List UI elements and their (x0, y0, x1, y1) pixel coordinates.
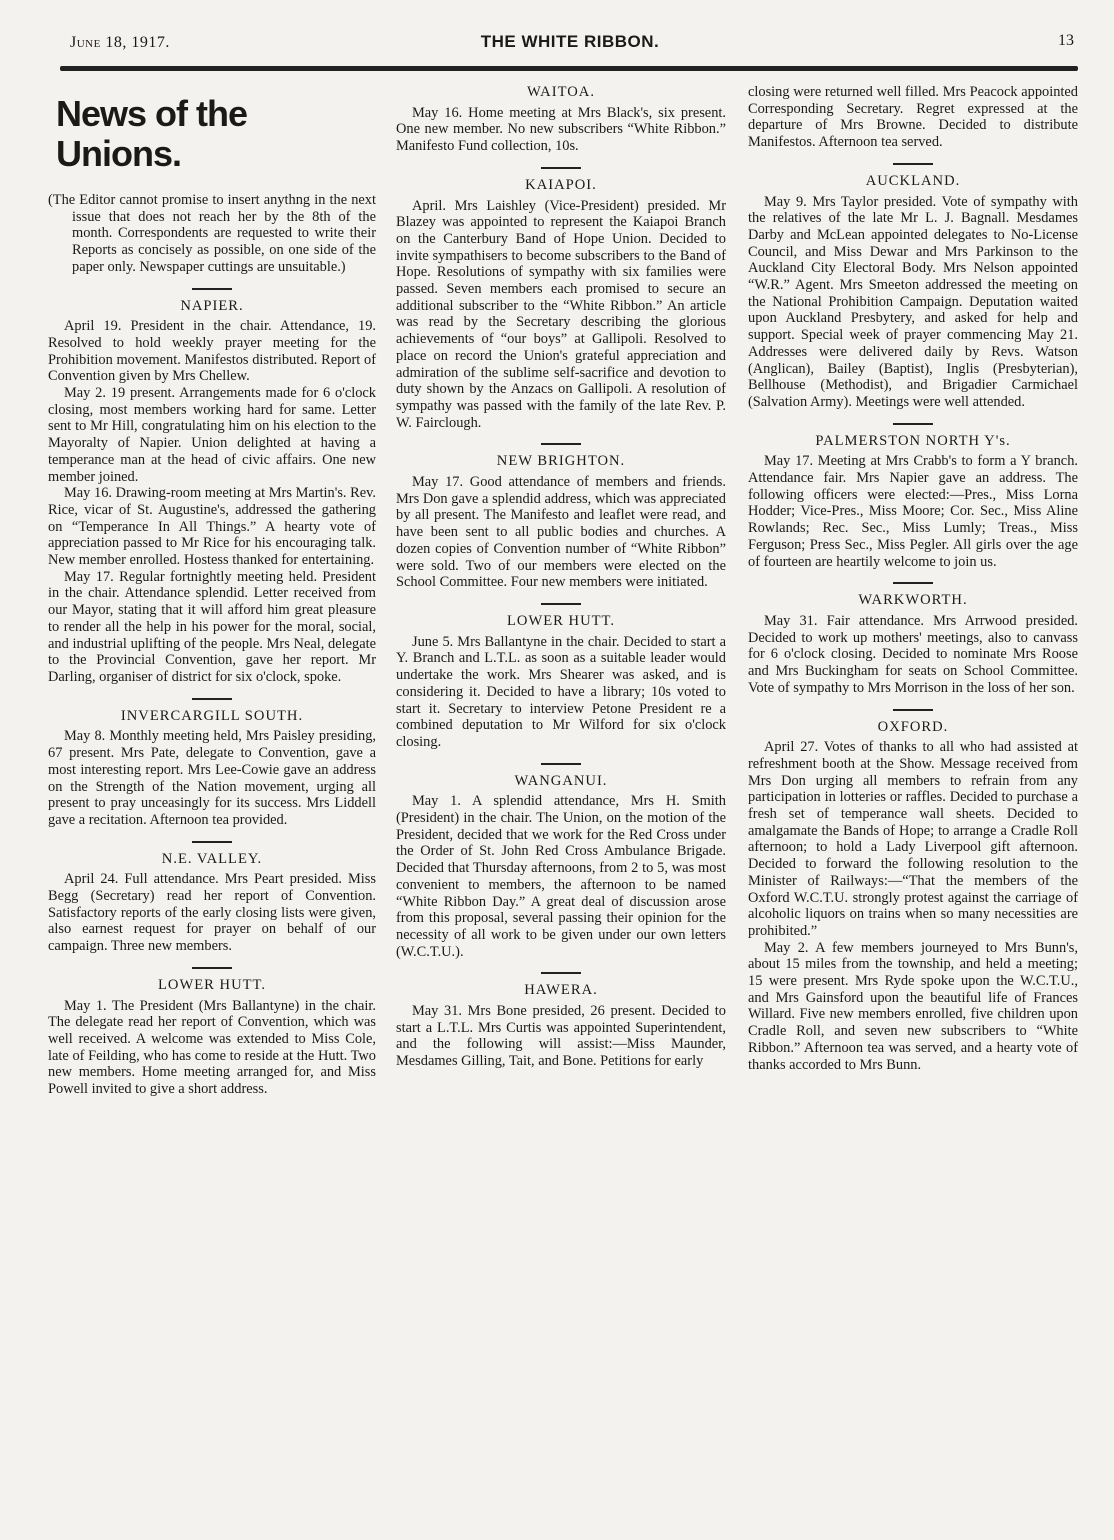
union-heading: NAPIER. (180, 297, 244, 314)
union-report (48, 841, 376, 955)
union-report (748, 423, 1078, 571)
union-heading: WANGANUI. (514, 772, 608, 789)
union-report (396, 763, 726, 961)
page-title: News of the Unions. (56, 93, 248, 174)
report-paragraph: May 17. Regular fortnightly meeting held. President in the chair. Attendance splendid. Letter received from our Mayor, stating that it will afford him great pleasure to render all the help in his power for the moral, social, and industrial uplifting of the people. Mrs Neal, delegate to the Provincial Convention, gave her report. Mr Darling, organiser of district for six o'clock, spoke. (48, 568, 376, 685)
section-divider (541, 972, 581, 974)
publication-title: THE WHITE RIBBON. (480, 32, 660, 51)
page-number: 13 (1058, 32, 1074, 49)
section-divider (893, 163, 933, 165)
union-heading: WARKWORTH. (858, 592, 968, 609)
union-heading: HAWERA. (524, 982, 598, 999)
union-report (396, 603, 726, 751)
union-report (396, 443, 726, 591)
report-paragraph: May 16. Home meeting at Mrs Black's, six present. One new member. No new subscribers “White Ribbon.” Manifesto Fund collection, 10s. (396, 104, 726, 155)
page-header (60, 30, 1080, 60)
report-paragraph: May 2. 19 present. Arrangements made for 6 o'clock closing, most members working hard for same. Letter sent to Mr Hill, congratulating him on his election to the Mayoralty of Napier. Union delighted at having a temperance man at the head of civic affairs. One new member joined. (48, 385, 376, 485)
report-paragraph: closing were returned well filled. Mrs Peacock appointed Corresponding Secretary. Regret expressed at the departure of Mrs Browne. Decided to distribute Manifestos. Afternoon tea served. (748, 84, 1078, 151)
section-divider (192, 698, 232, 700)
union-heading: WAITOA. (527, 84, 595, 100)
report-paragraph: April 24. Full attendance. Mrs Peart presided. Miss Begg (Secretary) read her report of Convention. Satisfactory reports of the early closing lists were given, also earnest request for prayer on behalf of our campaign. Three new members. (48, 871, 376, 955)
section-divider (192, 967, 232, 969)
column-2 (396, 84, 726, 1070)
column-1 (48, 84, 376, 1098)
union-report (748, 84, 1078, 151)
union-heading: N.E. VALLEY. (161, 850, 263, 867)
union-heading: INVERCARGILL SOUTH. (120, 707, 304, 724)
section-divider (192, 841, 232, 843)
column-3 (748, 84, 1078, 1073)
report-paragraph: May 17. Good attendance of members and friends. Mrs Don gave a splendid address, which was appreciated by all present. The Manifesto and leaflet were read, and have been sent to all public bodies and churches. A dozen copies of Convention number of “White Ribbon” were sold. Two of our members were elected on the School Committee. Four new members were initiated. (396, 474, 726, 591)
report-paragraph: May 31. Fair attendance. Mrs Arrwood presided. Decided to work up mothers' meetings, also to canvass for 6 o'clock closing. Decided to nominate Mrs Roose and Mrs Buckingham for seats on School Committee. Vote of sympathy to Mrs Morrison in the loss of her son. (748, 612, 1078, 696)
union-heading: LOWER HUTT. (507, 612, 615, 629)
issue-date: June 18, 1917. (70, 34, 170, 51)
union-report (396, 972, 726, 1070)
section-divider (893, 423, 933, 425)
union-report (396, 84, 726, 155)
report-paragraph: May 2. A few members journeyed to Mrs Bunn's, about 15 miles from the township, and held a meeting; 15 were present. Mrs Ryde spoke upon the W.C.T.U., and Mrs Gainsford upon the beautiful life of Frances Willard. Five new members enrolled, five children upon Cradle Roll, and seven new subscribers to “White Ribbon.” Afternoon tea was served, and a hearty vote of thanks accorded to Mrs Bunn. (748, 939, 1078, 1073)
union-heading: PALMERSTON NORTH Y's. (815, 432, 1011, 449)
section-divider (192, 288, 232, 290)
union-heading: NEW BRIGHTON. (496, 453, 626, 470)
report-paragraph: April. Mrs Laishley (Vice-President) presided. Mr Blazey was appointed to represent the Kaiapoi Branch on the Canterbury Band of Hope Union. Decided to invite sympathisers to become subscribers to the Band of Hope. Resolutions of sympathy with six families were passed. Seven members each promised to secure an additional subscriber to the “White Ribbon.” An article was read by the Secretary describing the glorious achievements of “our boys” at Gallipoli. Resolved to place on record the Union's grateful appreciation and admiration of the sublime self-sacrifice and devotion to duty shown by the Anzacs on Gallipoli. A resolution of sympathy was passed with the family of the late Rev. P. W. Fairclough. (396, 197, 726, 431)
report-paragraph: May 1. The President (Mrs Ballantyne) in the chair. The delegate read her report of Convention, which was well received. A welcome was extended to Miss Cole, late of Feilding, who has come to reside at the Hutt. Two new members. Home meeting arranged for, and Miss Powell invited to give a short address. (48, 997, 376, 1098)
union-report (748, 163, 1078, 411)
report-paragraph: June 5. Mrs Ballantyne in the chair. Decided to start a Y. Branch and L.T.L. as soon as a suitable leader would undertake the work. Mrs Shearer was asked, and is considering it. Decided to have a library; 10s voted to start it. Secretary to interview Petone President re a combined deputation to Mr Wilford for six o'clock closing. (396, 633, 726, 750)
editor-note: (The Editor cannot promise to insert anythng in the next issue that does not reach her by the 8th of the month. Correspondents are requested to write their Reports as concisely as possible, on one side of the paper only. Newspaper cuttings are unsuitable.) (48, 192, 376, 275)
report-paragraph: May 16. Drawing-room meeting at Mrs Martin's. Rev. Rice, vicar of St. Augustine's, addressed the gathering on “Temperance In All Things.” A hearty vote of appreciation passed to Mr Rice for his encouraging talk. New member enrolled. Hostess thanked for entertaining. (48, 485, 376, 569)
report-paragraph: May 1. A splendid attendance, Mrs H. Smith (President) in the chair. The Union, on the motion of the President, decided that we work for the Red Cross under the Order of St. John Red Cross Ambulance Brigade. Decided that Thursday afternoons, from 2 to 5, was most convenient to members, the afternoon to be named “White Ribbon Day.” A great deal of discussion arose from this proposal, several passing their opinion for the necessity of all work to be given under our own letters (W.C.T.U.). (396, 793, 726, 960)
report-paragraph: April 19. President in the chair. Attendance, 19. Resolved to hold weekly prayer meeting for the Prohibition movement. Manifestos distributed. Report of Convention given by Mrs Chellew. (48, 318, 376, 385)
report-paragraph: May 8. Monthly meeting held, Mrs Paisley presiding, 67 present. Mrs Pate, delegate to Convention, gave a most interesting report. Mrs Lee-Cowie gave an address on the Strength of the Nation movement, urging all present to pray unceasingly for its success. Mrs Liddell gave a recitation. Afternoon tea provided. (48, 728, 376, 828)
section-divider (541, 763, 581, 765)
union-heading: OXFORD. (877, 718, 949, 735)
section-divider (541, 603, 581, 605)
column-3-reports (748, 84, 1078, 1073)
union-report (748, 709, 1078, 1074)
section-divider (541, 443, 581, 445)
union-report (48, 288, 376, 686)
header-rule (60, 66, 1078, 71)
report-paragraph: May 9. Mrs Taylor presided. Vote of sympathy with the relatives of the late Mr L. J. Bagnall. Mesdames Darby and McLean appointed delegates to No-License Council, and Miss Dewar and Mrs Parkinson to the Auckland City Electoral Body. Mrs Nelson appointed “W.R.” Agent. Mrs Smeeton addressed the meeting on the National Prohibition Campaign. Deputation waited upon Auckland Presbytery, and asked for help and support. Special week of prayer commencing May 21. Addresses were delivered daily by Revs. Watson (Anglican), Bailey (Baptist), Inglis (Presbyterian), Bellhouse (Methodist), and Brigadier Carmichael (Salvation Army). Meetings were well attended. (748, 193, 1078, 410)
section-divider (893, 709, 933, 711)
column-1-reports (48, 288, 376, 1098)
union-report (48, 698, 376, 829)
report-paragraph: May 17. Meeting at Mrs Crabb's to form a Y branch. Attendance fair. Mrs Napier gave an address. The following officers were elected:—Pres., Miss Lorna Hodder; Vice-Pres., Miss Moore; Cor. Sec., Miss Aline Rowlands; Rec. Sec., Miss Lumly; Treas., Miss Ferguson; Press Sec., Miss Pegler. All girls over the age of fourteen are heartily welcome to join us. (748, 453, 1078, 570)
union-report (396, 167, 726, 432)
column-2-reports (396, 84, 726, 1070)
union-heading: LOWER HUTT. (158, 976, 266, 993)
report-paragraph: April 27. Votes of thanks to all who had assisted at refreshment booth at the Show. Message received from Mrs Don urging all members to refrain from any participation in lotteries or raffles. Decided to purchase a fresh set of temperance wall sheets. Decided to amalgamate the Bands of Hope; to arrange a Cradle Roll afternoon; to hold a Lady Liverpool gift afternoon. Decided to forward the following resolution to the Minister of Railways:—“That the members of the Oxford W.C.T.U. strongly protest against the carriage of alcoholic liquors on trains when so many necessities are prohibited.” (748, 739, 1078, 939)
union-report (48, 967, 376, 1098)
union-report (748, 582, 1078, 696)
report-paragraph: May 31. Mrs Bone presided, 26 present. Decided to start a L.T.L. Mrs Curtis was appointed Superintendent, and the following will assist:—Miss Maunder, Mesdames Gilling, Tait, and Bone. Petitions for early (396, 1003, 726, 1070)
section-divider (893, 582, 933, 584)
union-heading: KAIAPOI. (525, 176, 597, 193)
section-divider (541, 167, 581, 169)
union-heading: AUCKLAND. (865, 172, 961, 189)
